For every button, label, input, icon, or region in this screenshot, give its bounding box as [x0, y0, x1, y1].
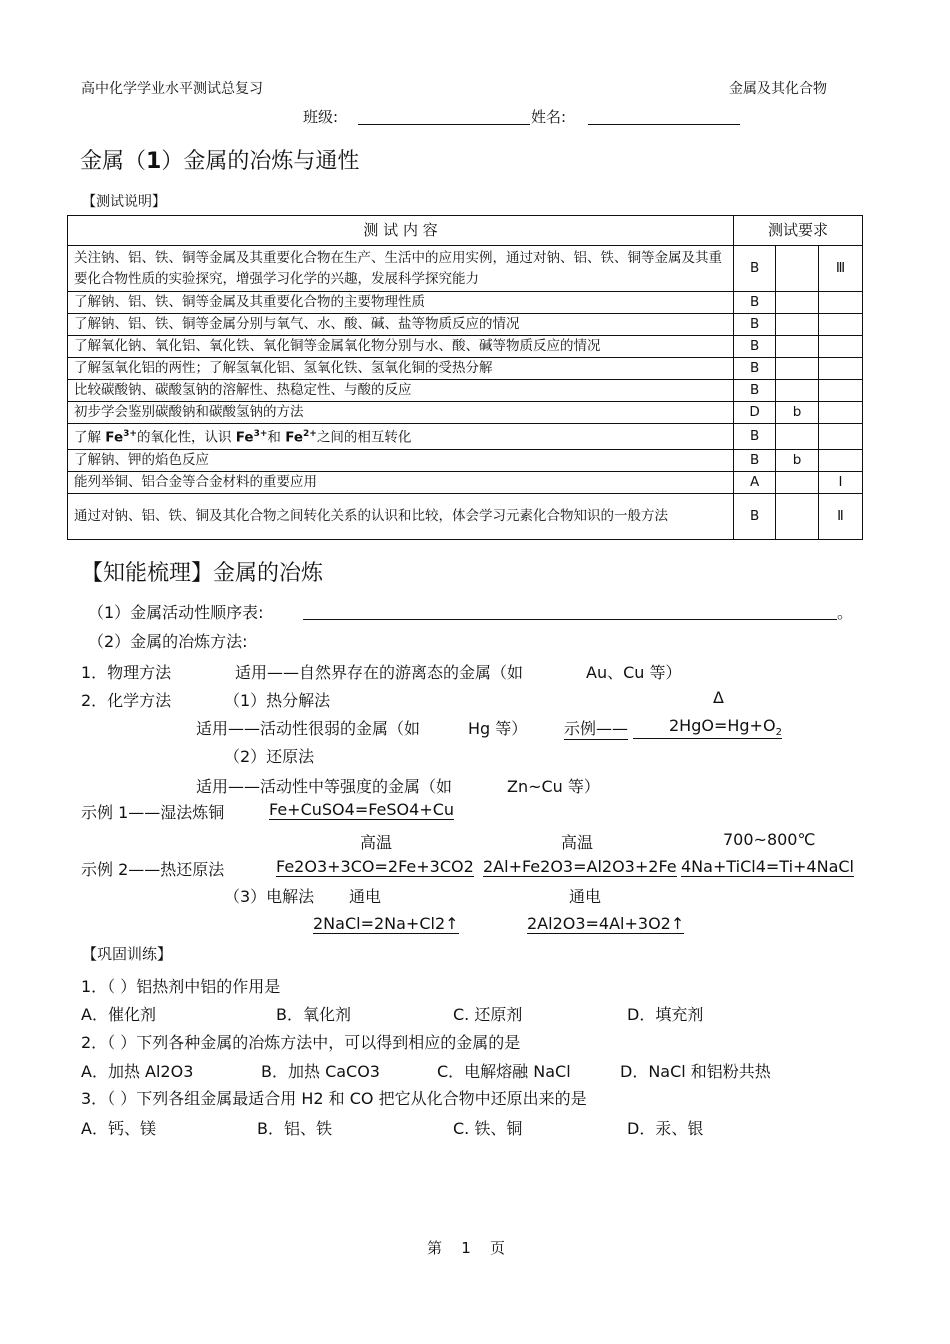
- test-heading: 【测试说明】: [82, 194, 166, 210]
- delta-condition: Δ: [713, 688, 724, 707]
- page-number: 第 1 页: [427, 1239, 506, 1257]
- knowledge-heading: 【知能梳理】金属的冶炼: [81, 561, 324, 586]
- thermal-apply-example: Hg 等）: [468, 719, 528, 738]
- table-row: 了解钠、钾的焰色反应 B b: [68, 449, 863, 471]
- q2-option-d[interactable]: D．NaCl 和铝粉共热: [620, 1062, 771, 1081]
- question-1: 1．（ ）铝热剂中铝的作用是: [81, 977, 281, 996]
- header-right: 金属及其化合物: [729, 81, 827, 97]
- q3-option-b[interactable]: B．铝、铁: [257, 1119, 332, 1138]
- thermal-decomp-label: （1）热分解法: [224, 691, 331, 710]
- eq-thermite: 2Al+Fe2O3=Al2O3+2Fe: [483, 857, 677, 876]
- q1-option-a[interactable]: A．催化剂: [81, 1005, 156, 1024]
- method1-examples: Au、Cu 等）: [586, 663, 682, 682]
- q1-end: 。: [837, 603, 854, 622]
- q2-label: （2）金属的冶炼方法:: [88, 632, 248, 651]
- cond-electric-1: 通电: [349, 887, 382, 906]
- table-row: 初步学会鉴别碳酸钠和碳酸氢钠的方法 D b: [68, 402, 863, 424]
- table-row: 了解 $Fe^{3+}$的氧化性，认识 $Fe^{3+}$和 $Fe^{2+}$之间的相互转化 B: [68, 424, 863, 450]
- q3-option-c[interactable]: C. 铁、铜: [453, 1119, 523, 1138]
- q2-option-a[interactable]: A．加热 Al2O3: [81, 1062, 194, 1081]
- class-blank[interactable]: [358, 124, 530, 125]
- thermal-apply: 适用——活动性很弱的金属（如: [196, 719, 421, 738]
- requirements-table: [67, 215, 863, 540]
- cond-temperature: 700~800℃: [723, 830, 816, 849]
- q3-option-d[interactable]: D．汞、银: [627, 1119, 704, 1138]
- q1-blank[interactable]: [303, 619, 837, 620]
- reduction-label: （2）还原法: [224, 747, 315, 766]
- method2-label: 2．化学方法: [81, 691, 172, 710]
- eq-nacl: 2NaCl=2Na+Cl2↑: [313, 914, 459, 933]
- eq-cu: Fe+CuSO4=FeSO4+Cu: [269, 800, 455, 819]
- name-blank[interactable]: [588, 124, 740, 125]
- question-2: 2．（ ）下列各种金属的冶炼方法中，可以得到相应的金属的是: [81, 1033, 521, 1052]
- table-row: 了解钠、铝、铁、铜等金属及其重要化合物的主要物理性质 B: [68, 292, 863, 314]
- eq-fe2o3: Fe2O3+3CO=2Fe+3CO2: [276, 857, 474, 876]
- class-label: 班级:: [303, 108, 339, 126]
- electrolysis-label: （3）电解法: [224, 887, 315, 906]
- table-row: 了解钠、铝、铁、铜等金属分别与氧气、水、酸、碱、盐等物质反应的情况 B: [68, 314, 863, 336]
- table-row: 了解氢氧化铝的两性；了解氢氧化铝、氢氧化铁、氢氧化铜的受热分解 B: [68, 358, 863, 380]
- practice-heading: 【巩固训练】: [82, 945, 173, 963]
- q1-option-d[interactable]: D．填充剂: [627, 1005, 704, 1024]
- cond-high-temp-1: 高温: [360, 833, 393, 852]
- page-title: 金属（1）金属的冶炼与通性: [80, 149, 360, 174]
- example2-label: 示例 2——热还原法: [81, 860, 225, 879]
- header-requirement: 测试要求: [734, 216, 863, 246]
- q1-label: （1）金属活动性顺序表:: [88, 603, 264, 622]
- header-content: 测 试 内 容: [68, 216, 734, 246]
- eq-al2o3: 2Al2O3=4Al+3O2↑: [527, 914, 685, 933]
- example1-label: 示例 1——湿法炼铜: [81, 803, 225, 822]
- cond-electric-2: 通电: [569, 887, 602, 906]
- method1-label: 1．物理方法: [81, 663, 172, 682]
- table-row: 通过对钠、铝、铁、铜及其化合物之间转化关系的认识和比较，体会学习元素化合物知识的一般方法 B Ⅱ: [68, 493, 863, 539]
- method1-text: 适用——自然界存在的游离态的金属（如: [235, 663, 524, 682]
- q1-option-c[interactable]: C. 还原剂: [453, 1005, 523, 1024]
- q2-option-b[interactable]: B．加热 CaCO3: [261, 1062, 380, 1081]
- header-left: 高中化学学业水平测试总复习: [81, 81, 263, 97]
- table-row: 关注钠、铝、铁、铜等金属及其重要化合物在生产、生活中的应用实例，通过对钠、铝、铁、铜等金属及其重要化合物性质的实验探究，增强学习化学的兴趣，发展科学探究能力 B Ⅲ: [68, 246, 863, 292]
- table-row: 比较碳酸钠、碳酸氢钠的溶解性、热稳定性、与酸的反应 B: [68, 380, 863, 402]
- eq-ticl4: 4Na+TiCl4=Ti+4NaCl: [681, 857, 854, 876]
- reduction-apply: 适用——活动性中等强度的金属（如: [196, 777, 453, 796]
- table-header-row: [68, 216, 863, 246]
- name-label: 姓名:: [531, 108, 567, 126]
- question-3: 3．（ ）下列各组金属最适合用 H2 和 CO 把它从化合物中还原出来的是: [81, 1089, 587, 1108]
- eq-hgo: $2HgO=Hg+O_2$: [633, 716, 782, 739]
- table-row: 了解氧化钠、氧化铝、氧化铁、氧化铜等金属氧化物分别与水、酸、碱等物质反应的情况 B: [68, 336, 863, 358]
- q2-option-c[interactable]: C．电解熔融 NaCl: [437, 1062, 571, 1081]
- reduction-apply-example: Zn~Cu 等）: [507, 777, 600, 796]
- q1-option-b[interactable]: B．氧化剂: [276, 1005, 351, 1024]
- cond-high-temp-2: 高温: [561, 833, 594, 852]
- table-row: 能列举铜、铝合金等合金材料的重要应用 A Ⅰ: [68, 471, 863, 493]
- q3-option-a[interactable]: A．钙、镁: [81, 1119, 156, 1138]
- thermal-example-label: 示例——: [564, 716, 628, 740]
